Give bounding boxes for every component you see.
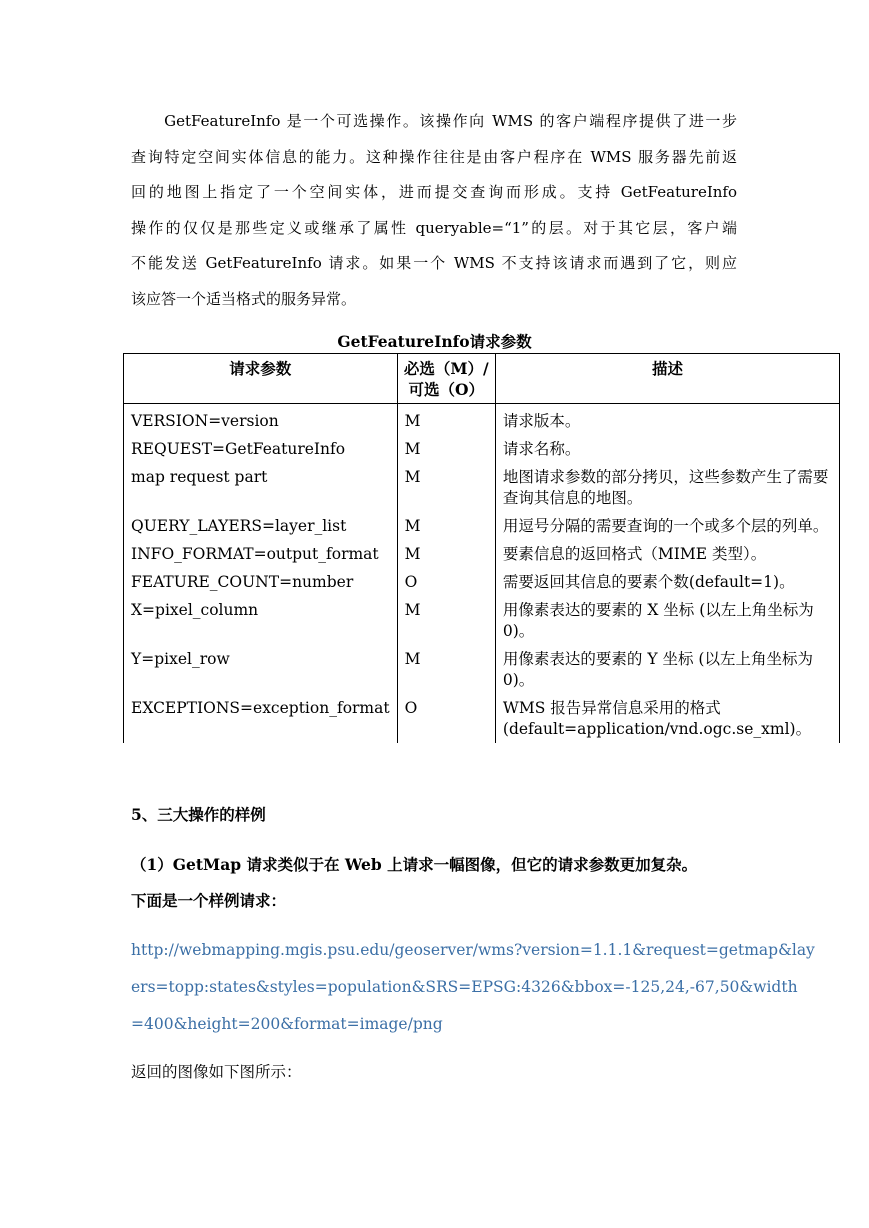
required-cell: M bbox=[397, 645, 495, 694]
required-cell: O bbox=[397, 694, 495, 743]
intro-line: 操作的仅仅是那些定义或继承了属性 queryable=“1”的层。对于其它层，客户端 bbox=[131, 218, 737, 237]
param-cell: X=pixel_column bbox=[124, 596, 398, 645]
intro-line: 不能发送 GetFeatureInfo 请求。如果一个 WMS 不支持该请求而遇到了它，则应 bbox=[131, 254, 737, 272]
required-cell: M bbox=[397, 435, 495, 463]
param-cell: QUERY_LAYERS=layer_list bbox=[124, 512, 398, 540]
param-cell: EXCEPTIONS=exception_format bbox=[124, 694, 398, 743]
getmap-heading-line2: 下面是一个样例请求： bbox=[131, 891, 287, 910]
sample-request-url[interactable] bbox=[131, 932, 815, 1043]
description-cell: 请求版本。 bbox=[495, 404, 839, 436]
intro-line: GetFeatureInfo 是一个可选操作。该操作向 WMS 的客户端程序提供了进一步 bbox=[131, 112, 737, 130]
table-row bbox=[124, 596, 840, 645]
table-row bbox=[124, 645, 840, 694]
required-cell: O bbox=[397, 568, 495, 596]
param-cell: Y=pixel_row bbox=[124, 645, 398, 694]
header-description: 描述 bbox=[495, 354, 839, 404]
required-cell: M bbox=[397, 512, 495, 540]
required-cell: M bbox=[397, 540, 495, 568]
intro-line: 该应答一个适当格式的服务异常。 bbox=[131, 289, 357, 308]
table-row bbox=[124, 404, 840, 436]
table-header-row bbox=[124, 354, 840, 404]
required-cell: M bbox=[397, 463, 495, 512]
getmap-heading-line1: （1）GetMap 请求类似于在 Web 上请求一幅图像，但它的请求参数更加复杂。 bbox=[131, 855, 698, 874]
table-row bbox=[124, 694, 840, 743]
header-param: 请求参数 bbox=[124, 354, 398, 404]
table-row bbox=[124, 463, 840, 512]
intro-line: 查询特定空间实体信息的能力。这种操作往往是由客户程序在 WMS 服务器先前返 bbox=[131, 147, 737, 166]
required-cell: M bbox=[397, 596, 495, 645]
param-cell: map request part bbox=[124, 463, 398, 512]
intro-line: 回的地图上指定了一个空间实体，进而提交查询而形成。支持 GetFeatureInfo bbox=[131, 183, 737, 201]
param-cell: VERSION=version bbox=[124, 404, 398, 436]
result-text: 返回的图像如下图所示： bbox=[131, 1063, 302, 1081]
param-cell: FEATURE_COUNT=number bbox=[124, 568, 398, 596]
table-caption: GetFeatureInfo请求参数 bbox=[337, 332, 532, 351]
description-cell: 请求名称。 bbox=[495, 435, 839, 463]
description-cell: 用像素表达的要素的 X 坐标 (以左上角坐标为 0)。 bbox=[495, 596, 839, 645]
table-row bbox=[124, 540, 840, 568]
description-cell: 用像素表达的要素的 Y 坐标 (以左上角坐标为 0)。 bbox=[495, 645, 839, 694]
param-cell: REQUEST=GetFeatureInfo bbox=[124, 435, 398, 463]
description-cell: 要素信息的返回格式（MIME 类型）。 bbox=[495, 540, 839, 568]
description-cell: 需要返回其信息的要素个数(default=1)。 bbox=[495, 568, 839, 596]
description-cell: WMS 报告异常信息采用的格式(default=application/vnd.ogc.se_xml)。 bbox=[495, 694, 839, 743]
intro-paragraph bbox=[131, 104, 737, 317]
required-cell: M bbox=[397, 404, 495, 436]
section-heading: 5、三大操作的样例 bbox=[131, 805, 266, 824]
parameter-table bbox=[123, 353, 840, 743]
url-line[interactable]: =400&height=200&format=image/png bbox=[131, 1015, 443, 1033]
table-row bbox=[124, 512, 840, 540]
url-line[interactable]: http://webmapping.mgis.psu.edu/geoserver/wms?version=1.1.1&request=getmap&lay bbox=[131, 941, 815, 959]
url-line[interactable]: ers=topp:states&styles=population&SRS=EPSG:4326&bbox=-125,24,-67,50&width bbox=[131, 978, 798, 996]
description-cell: 用逗号分隔的需要查询的一个或多个层的列单。 bbox=[495, 512, 839, 540]
header-required: 必选（M）/可选（O） bbox=[397, 354, 495, 404]
table-row bbox=[124, 435, 840, 463]
table-row bbox=[124, 568, 840, 596]
description-cell: 地图请求参数的部分拷贝，这些参数产生了需要查询其信息的地图。 bbox=[495, 463, 839, 512]
param-cell: INFO_FORMAT=output_format bbox=[124, 540, 398, 568]
